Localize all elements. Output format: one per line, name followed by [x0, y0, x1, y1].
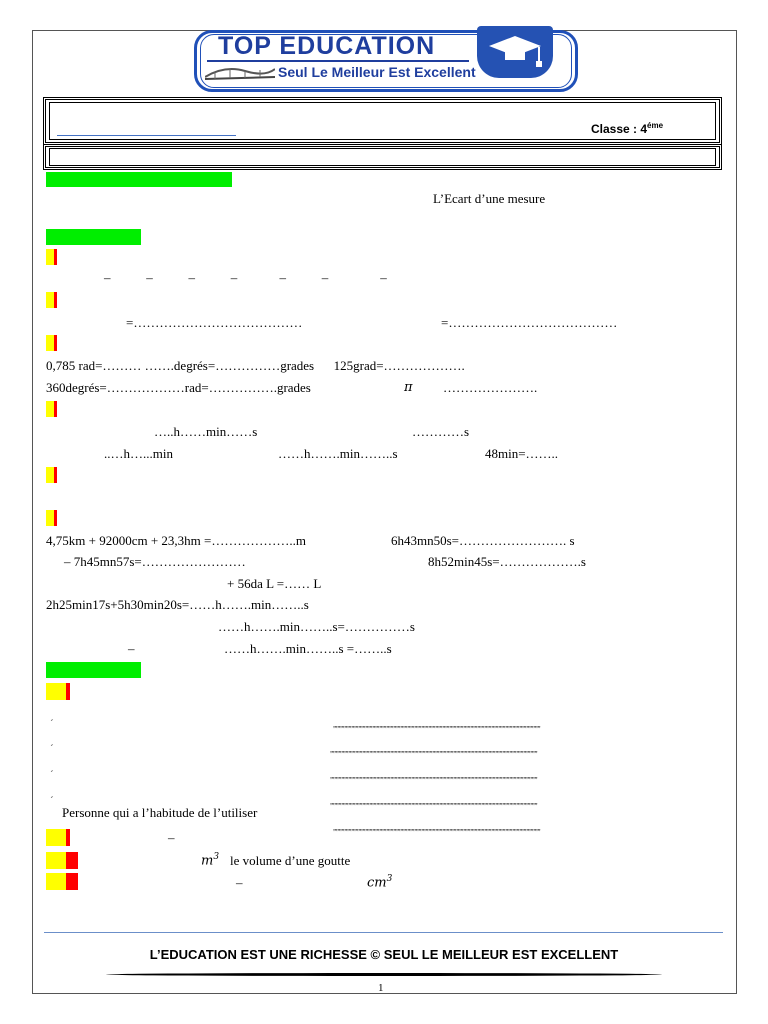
bridge-icon — [205, 63, 275, 83]
time-blank-d: ……h…….min……..s — [278, 446, 398, 461]
person-line: Personne qui a l’habitude de l’utiliser — [62, 805, 258, 820]
page-number: 1 — [378, 982, 384, 994]
footer-slogan: L’EDUCATION EST UNE RICHESSE © SEUL LE MEILLEUR EST EXCELLENT — [149, 947, 619, 962]
time-blank-c: ..…h…...min — [104, 446, 173, 461]
bullet-marker-red — [54, 249, 57, 265]
bullet-marker — [46, 873, 66, 890]
footer-divider — [44, 932, 723, 933]
time-blank-a: …..h……min……s — [154, 424, 258, 439]
m3-symbol: $m^3$ — [201, 852, 220, 869]
pi-symbol: π — [404, 380, 413, 395]
tick-mark: ˊ — [50, 795, 54, 807]
section-highlight — [46, 229, 141, 245]
sum-time-f: ……h…….min……..s =……..s — [224, 641, 392, 656]
classe-label: Classe : $4^{éme}$ — [591, 121, 664, 136]
answer-dotted-line: ,,,,,,,,,,,,,,,,,,,,,,,,,,,,,,,,,,,,,,,,,,,,,,,,,,,,,,,,,,,,,,,,,,,,,,,,,,,,,,,,,,,,,,,,,,,,,,,,,,,,,,,,,,,,,,,,,,,,,,,,,,,,,,,,,,,,,,,,,,,,,,,,,,,, — [333, 720, 541, 729]
sum-time-a: 6h43mn50s=……………………. s — [391, 533, 575, 548]
bullet-marker-red — [54, 335, 57, 351]
sum-time-e: ……h…….min……..s=……………s — [218, 619, 415, 634]
bullet-marker-red — [66, 829, 70, 846]
bullet-marker-red — [66, 683, 70, 700]
section-highlight — [46, 172, 232, 187]
tick-mark: ˊ — [50, 769, 54, 781]
bullet-marker-red — [54, 467, 57, 483]
bullet-marker — [46, 683, 66, 700]
name-field-line[interactable] — [57, 135, 236, 136]
bullet-marker-red — [54, 401, 57, 417]
goutte-line: le volume d’une goutte — [230, 853, 351, 868]
brand-slogan: Seul Le Meilleur Est Excellent — [278, 64, 476, 80]
sum-time-d: 2h25min17s+5h30min20s=……h…….min……..s — [46, 597, 309, 612]
bullet-marker-red — [66, 852, 78, 869]
dashes-row: – – – – – – – — [104, 270, 387, 285]
bullet-marker-red — [66, 873, 78, 890]
dash-item: – — [168, 830, 175, 845]
subheader-box-inner — [49, 148, 716, 166]
conversion-deg-blank: …………………. — [443, 380, 538, 395]
bullet-marker-red — [54, 292, 57, 308]
lesson-title: L’Ecart d’une mesure — [433, 191, 546, 206]
equation-right: =………………………………… — [441, 315, 618, 330]
dash-item: – — [236, 875, 243, 890]
sum-time-c: 8h52min45s=……………….s — [428, 554, 586, 569]
brand-underline — [207, 60, 469, 62]
answer-dotted-line: ,,,,,,,,,,,,,,,,,,,,,,,,,,,,,,,,,,,,,,,,,,,,,,,,,,,,,,,,,,,,,,,,,,,,,,,,,,,,,,,,,,,,,,,,,,,,,,,,,,,,,,,,,,,,,,,,,,,,,,,,,,,,,,,,,,,,,,,,,,,,,,,,,,,, — [330, 745, 538, 754]
bullet-marker-red — [54, 510, 57, 526]
time-blank-e: 48min=…….. — [485, 446, 559, 461]
tick-mark: ˊ — [50, 718, 54, 730]
answer-dotted-line: ,,,,,,,,,,,,,,,,,,,,,,,,,,,,,,,,,,,,,,,,,,,,,,,,,,,,,,,,,,,,,,,,,,,,,,,,,,,,,,,,,,,,,,,,,,,,,,,,,,,,,,,,,,,,,,,,,,,,,,,,,,,,,,,,,,,,,,,,,,,,,,,,,,,, — [333, 823, 541, 832]
time-blank-b: …………s — [412, 424, 470, 439]
section-highlight — [46, 662, 141, 678]
cm3-symbol: $cm^3$ — [367, 874, 393, 891]
sum-dash: – — [128, 641, 135, 656]
answer-dotted-line: ,,,,,,,,,,,,,,,,,,,,,,,,,,,,,,,,,,,,,,,,,,,,,,,,,,,,,,,,,,,,,,,,,,,,,,,,,,,,,,,,,,,,,,,,,,,,,,,,,,,,,,,,,,,,,,,,,,,,,,,,,,,,,,,,,,,,,,,,,,,,,,,,,,,, — [330, 771, 538, 780]
bullet-marker — [46, 829, 66, 846]
conversion-deg: 360degrés=………………rad=…………….grades — [46, 380, 311, 395]
brand-title: TOP EDUCATION — [218, 32, 436, 60]
equation-left: =………………………………… — [126, 315, 303, 330]
sum-time-b: – 7h45mn57s=…………………… — [64, 554, 246, 569]
sum-distance: 4,75km + 92000cm + 23,3hm =………………..m — [46, 533, 306, 548]
graduation-cap-icon — [477, 26, 553, 78]
answer-dotted-line: ,,,,,,,,,,,,,,,,,,,,,,,,,,,,,,,,,,,,,,,,,,,,,,,,,,,,,,,,,,,,,,,,,,,,,,,,,,,,,,,,,,,,,,,,,,,,,,,,,,,,,,,,,,,,,,,,,,,,,,,,,,,,,,,,,,,,,,,,,,,,,,,,,,,, — [330, 797, 538, 806]
sum-volume: + 56da L =…… L — [227, 576, 322, 591]
conversion-rad: 0,785 rad=……… …….degrés=……………grades 125grad=………………. — [46, 358, 465, 373]
bullet-marker — [46, 852, 66, 869]
tick-mark: ˊ — [50, 743, 54, 755]
footer-rule — [106, 973, 662, 976]
